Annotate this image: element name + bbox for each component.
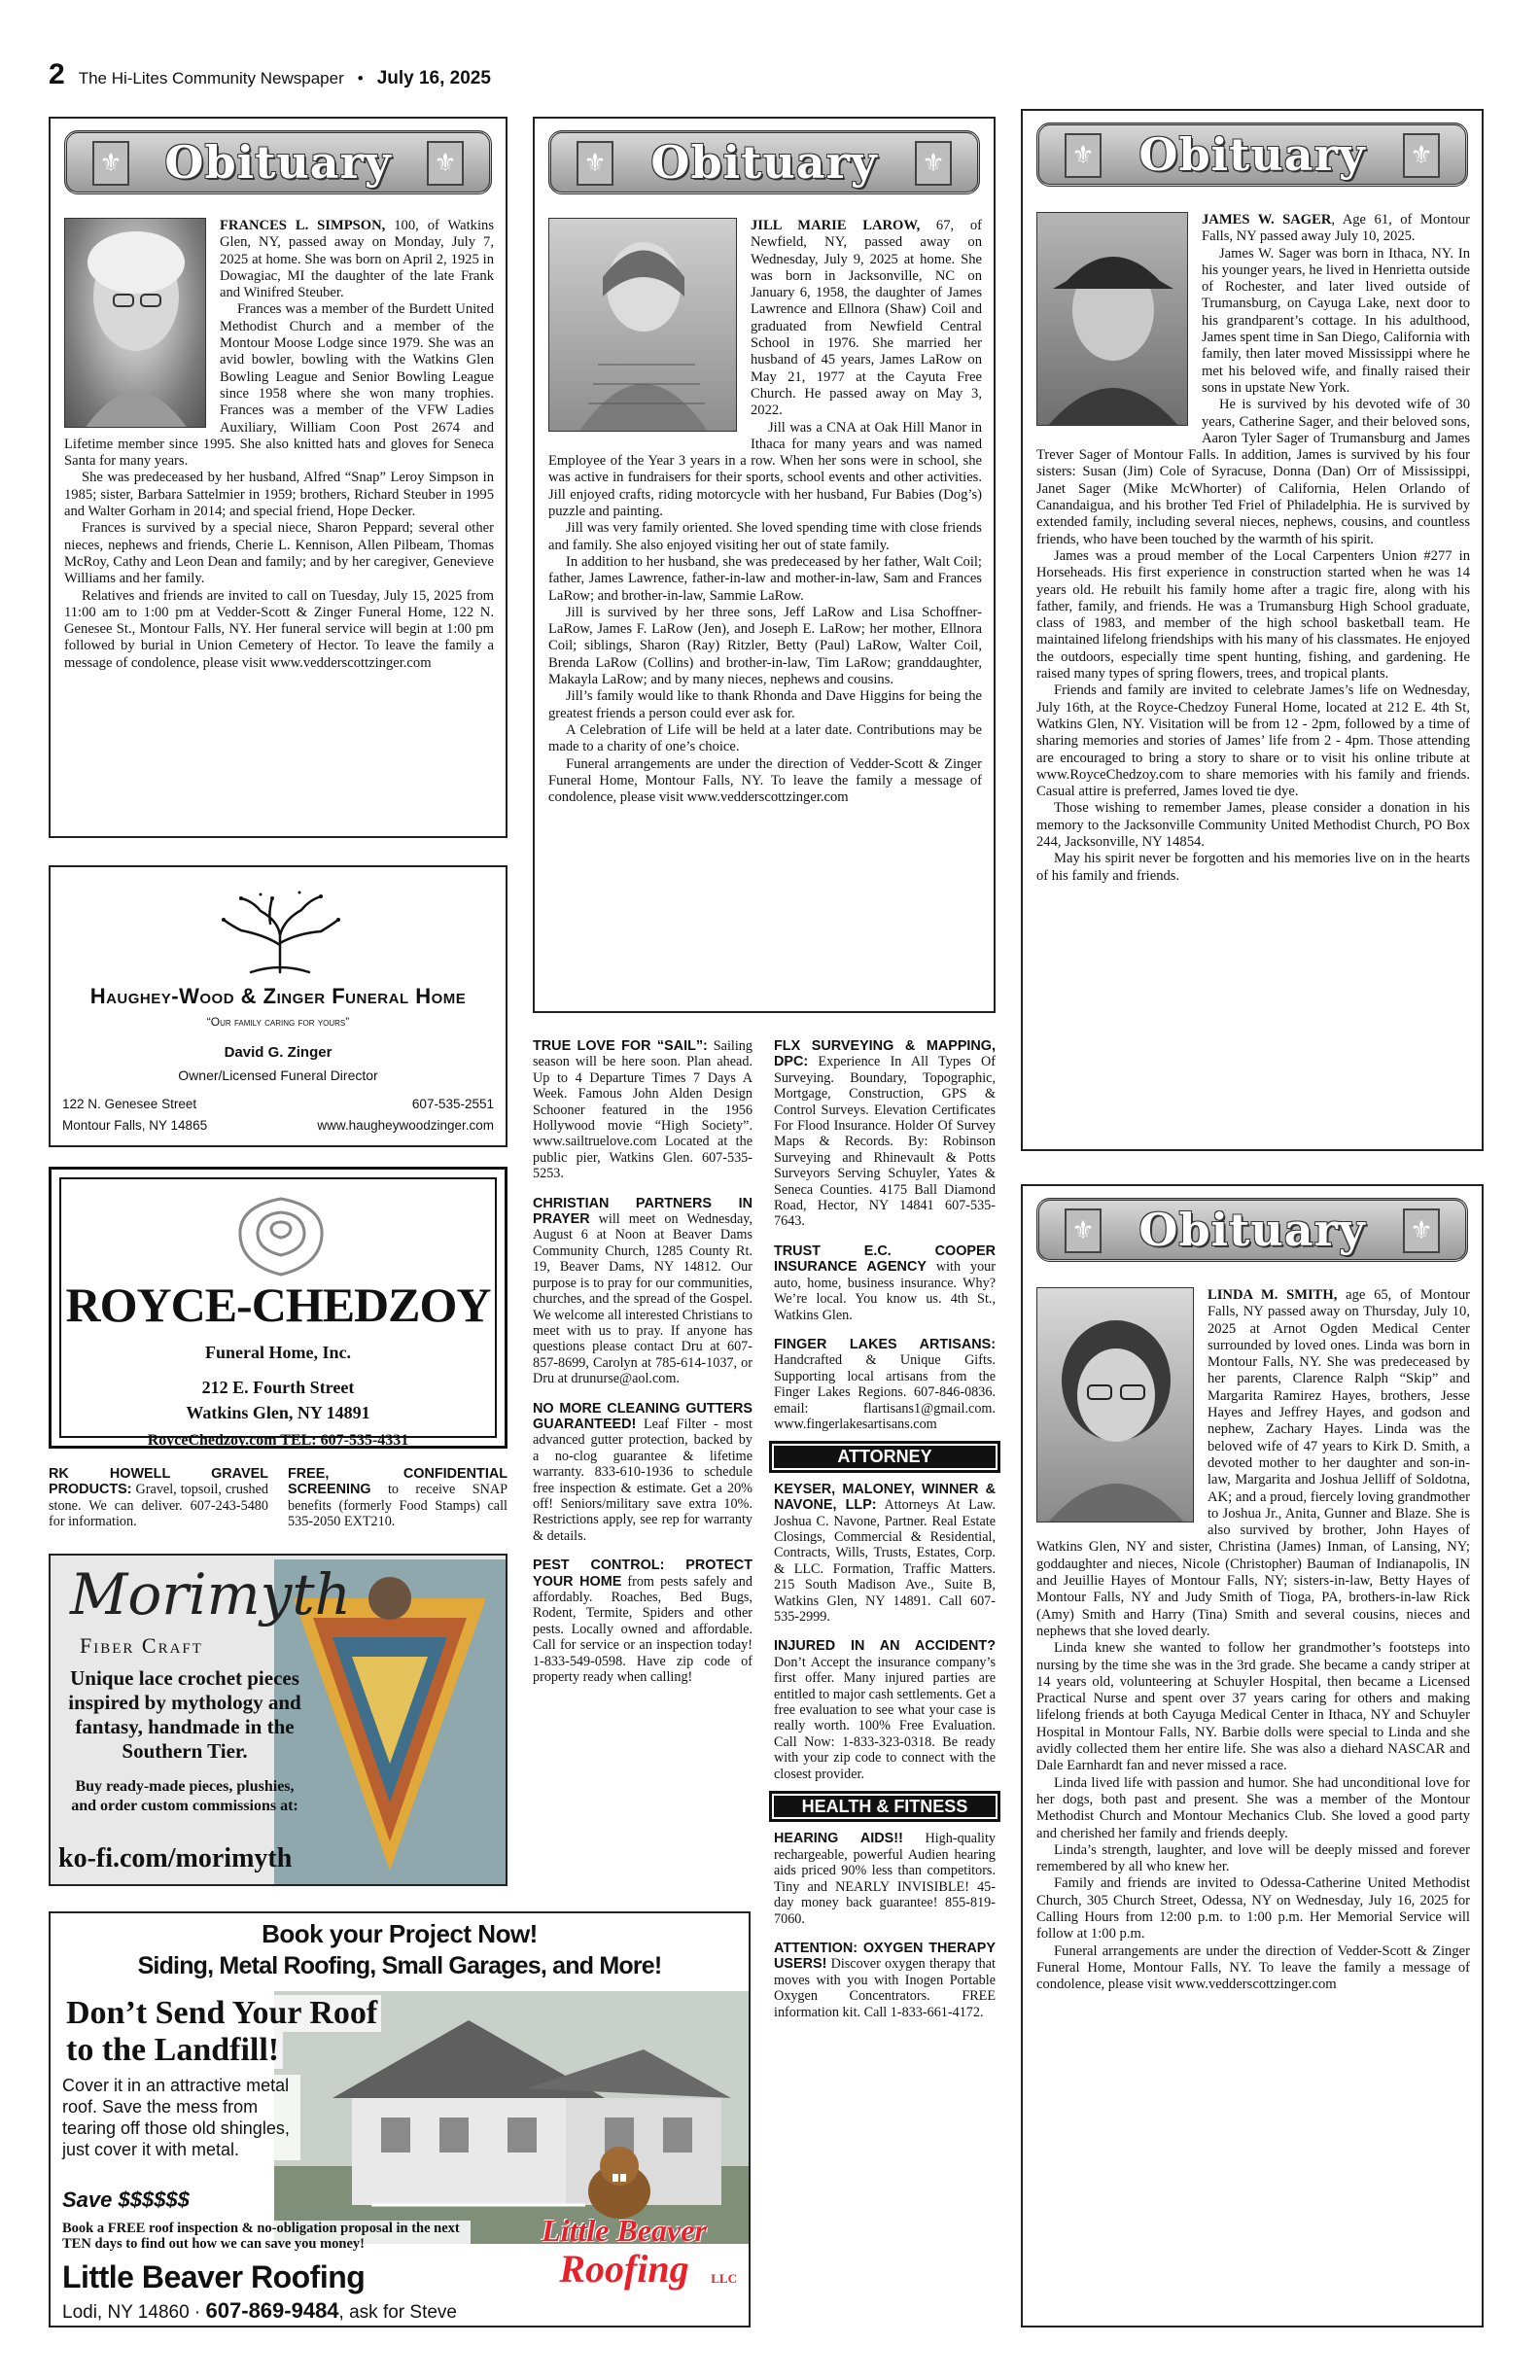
funeral-home-subtitle: Funeral Home, Inc. [205,1343,351,1362]
page-number: 2 [49,58,65,90]
morimyth-cta: Buy ready-made pieces, plushies, and order custom commissions at: [71,1778,298,1814]
roofing-offer: Book a FREE roof inspection & no-obligation proposal in the next TEN days to find out how we can save you money! [62,2221,471,2252]
deceased-name: JAMES W. SAGER [1202,212,1332,228]
classified-ad: NO MORE CLEANING GUTTERS GUARANTEED! Leaf Filter - most advanced gutter protection, backed by a no-clog guarantee & lifetime warranty. 833-610-1936 to schedule free inspection & estimate. Get a 20% off! Seniors/military save extra 10%. Restrictions apply, see rep for warranty & details. [533,1400,752,1544]
morimyth-url[interactable]: ko-fi.com/morimyth [58,1843,293,1873]
logo-bottom: Roofing [559,2247,689,2291]
deceased-name: LINDA M. SMITH, [1208,1287,1338,1303]
classified-ad: INJURED IN AN ACCIDENT? Don’t Accept the insurance company’s first offer. Many injured parties are entitled to major cash settlements. Get a free evaluation to see what your case is really worth. 100% Free Evaluation. Call Now: 1-833-323-0318. Be ready with your zip code to connect with the closest provider. [774,1638,996,1782]
deceased-name: FRANCES L. SIMPSON, [220,218,386,233]
roofing-pitch: Cover it in an attractive metal roof. Save the mess from tearing off those old shingles, just cover it with metal. [62,2075,300,2160]
phone-number: 607-535-2551 [411,1097,494,1111]
obituary-text: JILL MARIE LAROW, 67, of Newfield, NY, passed away on Wednesday, July 9, 2025 at home. She was born in Jacksonville, NC on January 6, 1958, the daughter of James Lawrence and Ellnora (Shaw) Coil and graduated from Newfield Central School in 1976. She married her husband of 45 years, James LaRow on May 21, 1977 at the Cayuta Free Church. He passed away on May 3, 2022. Jill was a CNA at Oak Hill Manor in Ithaca for many years and was named Employee of the Year 3 years in a row. When her sons were in school, she was active in fundraisers for their sports, school events and other activities. Jill enjoyed crafts, riding motorcycle with her husband, Fur Babies (Dog’s) puzzle and painting. Jill was very family oriented. She loved spending time with close friends and family. She also enjoyed visiting her out of state family. In addition to her husband, she was predeceased by her father, Walt Coil; father, James Lawrence, father-in-law and mother-in-law, Sam and Frances LaRow; and brother-in-law, Sammie LaRow. Jill is survived by her three sons, Jeff LaRow and Lisa Schoffner-LaRow, James F. LaRow (Jen), and Joseph E. LaRow; her mother, Ellnora Coil; siblings, Sharon (Ray) Ritzler, Betty (Paul) LaRow, Walter Coil, Brenda LaRow (Collins) and brother-in-law, Tim LaRow; granddaughter, Makayla LaRow; and by many nieces, nephews and cousins. Jill’s family would like to thank Rhonda and Dave Higgins for being the greatest friends a person could ever ask for. A Celebration of Life will be held at a later date. Contributions may be made to a charity of one’s choice. Funeral arrangements are under the direction of Vedder-Scott & Zinger Funeral Home, Montour Falls, NY. To leave the family a message of condolence, please visit www.vedderscottzinger.com [548,218,982,806]
address-street: 122 N. Genesee Street [62,1097,197,1111]
issue-date: July 16, 2025 [376,68,491,88]
header-separator: • [357,69,364,88]
classified-ad: TRUE LOVE FOR “SAIL”: Sailing season will be here soon. Plan ahead. Up to 4 Departure Times 7 Days A Week. Famous John Alden Design Schooner featured in the 1956 Hollywood movie “High Society”. www.sailtruelove.com Located at the public pier, Watkins Glen. 607-535-5253. [533,1038,752,1182]
funeral-home-name: Haughey-Wood & Zinger Funeral Home [89,984,467,1008]
roofing-line1: Book your Project Now! [262,1919,538,1948]
portrait-photo [1036,212,1188,426]
rose-icon [223,1187,339,1284]
roofing-headline-1: Don’t Send Your Roof [62,1995,381,2032]
portrait-photo [1036,1287,1194,1522]
portrait-photo [64,218,206,428]
obituary-banner [1036,1198,1468,1262]
obituary-banner [64,130,492,194]
lily-icon: ⚜ [1065,133,1102,178]
funeral-home-tagline: “Our family caring for yours” [206,1015,350,1029]
small-ad-gravel: RK HOWELL GRAVEL PRODUCTS: Gravel, topsoil, crushed stone. We can deliver. 607-243-5480 for information. [49,1466,268,1530]
morimyth-description: Unique lace crochet pieces inspired by mythology and fantasy, handmade in the Southern Tier. [68,1666,301,1763]
morimyth-ad [49,1554,508,1886]
address-street: 212 E. Fourth Street [201,1378,355,1397]
classifieds-column-1 [533,1038,752,1698]
obituary-text: FRANCES L. SIMPSON, 100, of Watkins Glen, NY, passed away on Monday, July 7, 2025 at home. She was born on April 2, 1925 in Dowagiac, MI the daughter of the late Frank and Winifred Steuber. Frances was a member of the Burdett United Methodist Church and a member of the Montour Moose Lodge since 1979. She was an avid bowler, bowling with the Watkins Glen Bowling League and Senior Bowling League since 1958 where she won many trophies. Frances was a member of the VFW Ladies Auxiliary, William Coon Post 2674 and Lifetime member since 1995. She also knitted hats and gloves for Seneca Santa for many years. She was predeceased by her husband, Alfred “Snap” Leroy Simpson in 1985; sister, Barbara Sattelmier in 1959; brothers, Richard Steuber in 1995 and Walter Gorham in 2014; and special friend, Hope Decker. Frances is survived by a special niece, Sharon Peppard; several other nieces, nephews and friends, Cherie L. Kennison, Allen Pilbeam, Thomas McRoy, Cathy and Leon Dean and family; and by her caregiver, Genevieve Williams and her family. Relatives and friends are invited to call on Tuesday, July 15, 2025 from 11:00 am to 1:00 pm at Vedder-Scott & Zinger Funeral Home, 122 N. Genesee St., Montour Falls, NY. Her funeral service will begin at 1:00 pm followed by burial in Union Cemetery of Hector. To leave the family a message of condolence, please visit www.vedderscottzinger.com [64,218,494,671]
roofing-brand: Little Beaver Roofing [62,2259,366,2294]
little-beaver-roofing-ad [49,1911,751,2328]
funeral-home-name: ROYCE-CHEDZOY [65,1278,491,1332]
classified-ad: PEST CONTROL: PROTECT YOUR HOME from pests safely and affordably. Roaches, Bed Bugs, Rodent, Termite, Spiders and other pests. Locally owned and affordable. Call for service or an inspection today! 1-833-549-0598. Have zip code of property ready when calling! [533,1558,752,1686]
roofing-phone[interactable]: 607-869-9484 [205,2298,339,2323]
roofing-save: Save $$$$$$ [62,2188,190,2212]
banner-title: Obituary [650,136,878,189]
director-title: Owner/Licensed Funeral Director [178,1068,378,1083]
lily-icon: ⚜ [915,141,952,186]
address-city: Montour Falls, NY 14865 [62,1118,208,1133]
website-link[interactable]: www.haugheywoodzinger.com [317,1118,494,1133]
lily-icon: ⚜ [92,141,129,186]
logo-top: Little Beaver [542,2213,707,2248]
obituary-simpson [49,117,508,838]
obituary-larow [533,117,996,1013]
ad-heading: FREE, CONFIDENTIAL SCREENING [288,1466,508,1498]
obituary-banner [1036,122,1468,187]
morimyth-subtitle: Fiber Craft [80,1633,203,1658]
address-city: Watkins Glen, NY 14891 [186,1403,370,1422]
attorney-section-header: ATTORNEY [774,1446,996,1467]
lily-icon: ⚜ [1403,133,1440,178]
royce-chedzoy-ad [49,1167,508,1449]
banner-title: Obituary [1138,1204,1366,1256]
roofing-line2: Siding, Metal Roofing, Small Garages, and More! [137,1952,662,1979]
obituary-banner [548,130,980,194]
morimyth-logo: Morimyth [70,1561,352,1628]
beaver-mascot-icon [576,2143,663,2221]
classified-ad: TRUST E.C. COOPER INSURANCE AGENCY with your auto, home, business insurance. Why? We’re local. You know us. 4th St., Watkins Glen. [774,1242,996,1323]
portrait-photo [548,218,737,432]
obituary-text: JAMES W. SAGER, Age 61, of Montour Falls, NY passed away July 10, 2025. James W. Sager was born in Ithaca, NY. In his younger years, he lived in Henrietta outside of Rochester, and later lived outside of Trumansburg, on Cayuga Lake, next door to his grandparent’s cottage. In his adulthood, James spent time in San Diego, California with family, then later moved Mississippi where he met his beloved wife, and finally raised their sons in upstate New York. He is survived by his devoted wife of 30 years, Catherine Sager, and their beloved sons, Aaron Tyler Sager of Trumansburg and James Trever Sager of Montour Falls. In addition, James is survived by his four sisters: Susan (Jim) Cole of Syracuse, Donna (Dan) Orr of Mississippi, Janet Sager (Mike McWhorter) of California, Helen Orlando of Canandaigua, and his brother Ted Friel of Philadelphia. He is survived by extended family, including several nieces, nephews, cousins, and countless friends, who have been touched by the warmth of his spirit. James was a proud member of the Local Carpenters Union #277 in Horseheads. His first experience in construction started when he was 14 years old. He rebuilt his family home after a tragic fire, along with his father, family, and friends. He was a Trumansburg High School graduate, class of 1983, and member of the high school basketball team. He maintained lifelong friendships with his many of his classmates. He enjoyed the outdoors, especially time spent hunting, fishing, and gardening. He raised many types of spring flowers, trees, and tropical plants. Friends and family are invited to celebrate James’s life on Wednesday, July 16th, at the Royce-Chedzoy Funeral Home, located at 212 E. 4th St, Watkins Glen, NY. Visitation will be from 12 - 2pm, followed by a time of sharing memories and stories of James’ life from 2 - 4pm. Those attending are encouraged to bring a story to share or to visit his online tribute at www.RoyceChedzoy.com to share memories with his family and friends. Casual attire is preferred, James loved tie dye. Those wishing to remember James, please consider a donation in his memory to the Jacksonville Community United Methodist Church, PO Box 244, Jacksonville, NY 14854. May his spirit never be forgotten and his memories live on in the hearts of his family and friends. [1036,212,1470,884]
director-name: David G. Zinger [224,1044,332,1061]
classified-ad: ATTENTION: OXYGEN THERAPY USERS! Discover oxygen therapy that moves with you with Inogen Portable Oxygen Concentrators. FREE information kit. Call 1-833-661-4172. [774,1940,996,2020]
banner-title: Obituary [164,136,392,189]
classified-ad: KEYSER, MALONEY, WINNER & NAVONE, LLP: Attorneys At Law. Joshua C. Navone, Partner. Real Estate Closings, Commercial & Residential, Contracts, Wills, Trusts, Estates, Corp. & LLC. Formation, Traffic Matters. 215 South Madison Ave., Suite B, Watkins Glen, NY 14891. Call 607-535-2999. [774,1481,996,1625]
tree-icon [212,877,348,974]
classifieds-column-2 [774,1038,996,2034]
newspaper-name: The Hi-Lites Community Newspaper [78,69,344,88]
classified-ad: FLX SURVEYING & MAPPING, DPC: Experience In All Types Of Surveying. Boundary, Topographic, Mortgage, Construction, GPS & Control Surveys. Elevation Certificates For Flood Insurance. Holder Of Survey Maps & Records. By: Robinson Surveying and Rhinevault & Potts Surveyors Serving Schuyler, Yates & Seneca Counties. 4175 Ball Diamond Road, Hector, NY 14841 607-535-7643. [774,1038,996,1230]
contact-line[interactable]: RoyceChedzoy.com TEL: 607-535-4331 [147,1432,409,1449]
obituary-sager [1021,109,1484,1151]
classified-ad: CHRISTIAN PARTNERS IN PRAYER will meet on Wednesday, August 6 at Noon at Beaver Dams Community Church, 1285 County Rt. 19, Beaver Dams, NY 14812. Our purpose is to pray for our communities, churches, and the spread of the Gospel. We welcome all interested Christians to meet with us to pray. If anyone has questions please contact Dru at 607-857-8699, Carolyn at 785-614-1037, or Dru at drunurse@aol.com. [533,1195,752,1387]
roofing-contact: Lodi, NY 14860 · 607-869-9484, ask for Steve [62,2298,457,2323]
small-ad-snap: FREE, CONFIDENTIAL SCREENING to receive SNAP benefits (formerly Food Stamps) call 535-2050 EXT210. [288,1466,508,1530]
roofing-headline-2: to the Landfill! [62,2032,283,2069]
lily-icon: ⚜ [1065,1208,1102,1253]
classified-ad: HEARING AIDS!! High-quality rechargeable, powerful Audien hearing aids priced 90% less than competitors. Tiny and NEARLY INVISIBLE! 45-day money back guarantee! 855-819-7060. [774,1831,996,1927]
ad-heading: RK HOWELL GRAVEL PRODUCTS: [49,1466,268,1498]
banner-title: Obituary [1138,128,1366,181]
beaver-logo [508,2143,741,2289]
classified-ad: FINGER LAKES ARTISANS: Handcrafted & Unique Gifts. Supporting local artisans from the Finger Lakes Regions. 607-846-0836. email: flartisans1@gmail.com. www.fingerlakesartisans.com [774,1336,996,1432]
lily-icon: ⚜ [577,141,613,186]
lily-icon: ⚜ [1403,1208,1440,1253]
health-section-header: HEALTH & FITNESS [774,1796,996,1817]
page-header [49,58,729,93]
obituary-text: LINDA M. SMITH, age 65, of Montour Falls, NY passed away on Thursday, July 10, 2025 at Arnot Ogden Medical Center surrounded by loved ones. Linda was born in Montour Falls, NY. She was predeceased by her parents, Clarence Ralph “Skip” and Margarita Ramirez Hayes, brothers, Jesse Hayes and Jeffrey Hayes, and godson and nephew, Zachary Hayes. Linda was the beloved wife of 47 years to Kirk D. Smith, a devoted mother to her daughter and son-in-law, Margarita and Joshua Jelliff of Soldotna, AK; and a proud, fiercely loving grandmother to Joshua Jr., Anita, Gunner and Blaze. She is also survived by brother, John Hayes of Watkins Glen, NY and sister, Christina (James) Inman, of Lansing, NY; goddaughter and nieces, Nicole (Christopher) Bauman of Indianapolis, IN and Jeuillie Hayes of Montour Falls, NY; sisters-in-law, Betty Hayes of Montour Falls, NY and Judy Smith of Tioga, PA, brothers-in-law Rick (Amy) Smith and Harry (Tina) Smith and several cousins, nieces and nephews that she loved dearly. Linda knew she wanted to follow her grandmother’s footsteps into nursing by the time she was in the 3rd grade. She became a candy striper at 14 years old, volunteering at Schuyler Hospital, then became a Licensed Practical Nurse and spent over 37 years caring for others and making lifelong friends at both Cayuga Medical Center in Ithaca, NY and Schuyler Hospital in Montour Falls, NY. Barbie dolls were special to Linda and she avidly collected them her entire life. She was also a diehard NASCAR and Dale Earnhardt fan and never missed a race. Linda lived life with passion and humor. She had unconditional love for her dogs, both past and present. She was a member of the Montour Methodist Church and Montour Mechanics Club. She loved a good party and cherished her family and friends deeply. Linda’s strength, laughter, and love will be deeply missed and forever remembered by all who knew her. Family and friends are invited to Odessa-Catherine United Methodist Church, 305 Church Street, Odessa, NY on Wednesday, July 16, 2025 for Calling Hours from 12:00 p.m. to 1:00 p.m. Her Memorial Service will follow at 1:00 p.m. Funeral arrangements are under the direction of Vedder-Scott & Zinger Funeral Home, Montour Falls, NY. To leave the family a message of condolence, please visit www.vedderscottzinger.com [1036,1287,1470,1993]
logo-llc: LLC [711,2271,737,2286]
deceased-name: JILL MARIE LAROW, [751,218,921,233]
obituary-smith [1021,1184,1484,2328]
haughey-wood-ad [49,865,508,1147]
lily-icon: ⚜ [427,141,464,186]
